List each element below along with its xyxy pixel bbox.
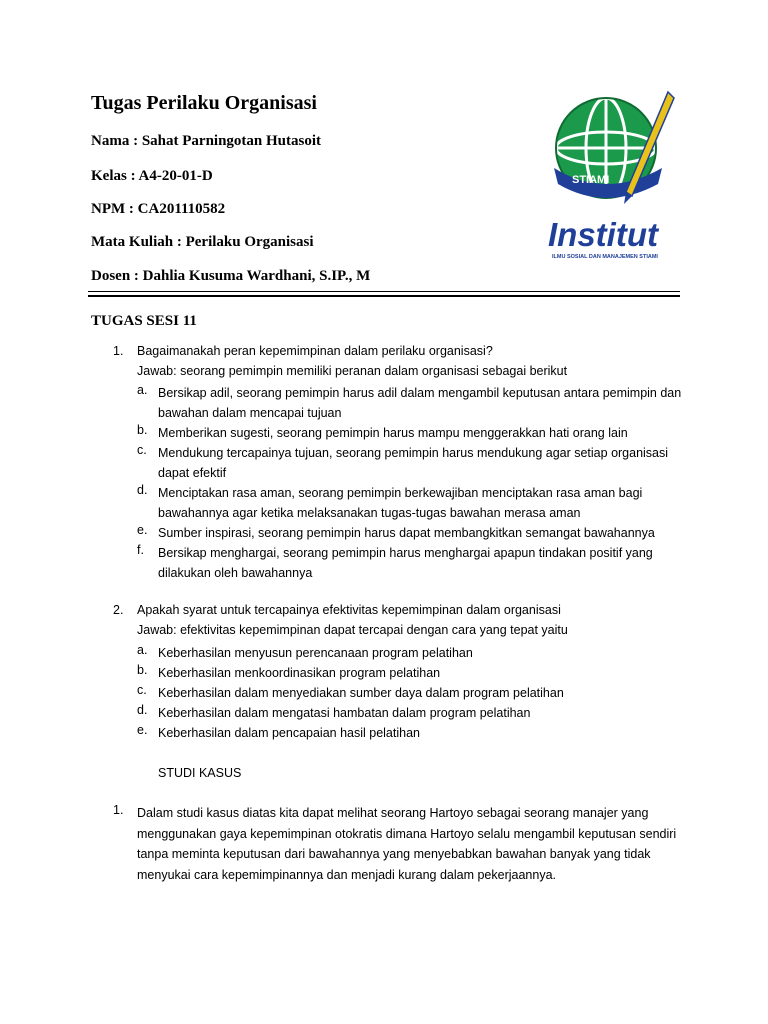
answer-intro: Jawab: efektivitas kepemimpinan dapat tercapai dengan cara yang tepat yaitu bbox=[137, 623, 568, 637]
question-text: Bagaimanakah peran kepemimpinan dalam perilaku organisasi? bbox=[137, 344, 493, 358]
logo-badge-text: STIAMI bbox=[572, 174, 610, 186]
list-item: Keberhasilan dalam mengatasi hambatan dalam program pelatihan bbox=[158, 706, 531, 720]
question-number: 2. bbox=[113, 603, 124, 617]
list-item: Keberhasilan menkoordinasikan program pelatihan bbox=[158, 666, 441, 680]
list-item: Menciptakan rasa aman, seorang pemimpin berkewajiban menciptakan rasa aman bagi bawahannya agar ketika melaksanakan tugas-tugas bawahan merasa aman bbox=[158, 486, 643, 520]
logo-tagline: ILMU SOSIAL DAN MANAJEMEN STIAMI bbox=[552, 254, 658, 260]
item-label: a. bbox=[137, 383, 148, 397]
list-item: Bersikap adil, seorang pemimpin harus adil dalam mengambil keputusan antara pemimpin dan bawahan dalam mencapai tujuan bbox=[158, 386, 682, 420]
answer-intro: Jawab: seorang pemimpin memiliki peranan dalam organisasi sebagai berikut bbox=[137, 364, 568, 378]
field-kelas: Kelas : A4-20-01-D bbox=[91, 168, 213, 184]
field-mata-kuliah: Mata Kuliah : Perilaku Organisasi bbox=[91, 234, 314, 250]
item-label: e. bbox=[137, 723, 148, 737]
field-dosen: Dosen : Dahlia Kusuma Wardhani, S.IP., M bbox=[91, 268, 371, 284]
divider-top bbox=[88, 291, 680, 292]
item-label: e. bbox=[137, 523, 148, 537]
case-study-number: 1. bbox=[113, 803, 124, 817]
list-item: Keberhasilan menyusun perencanaan program pelatihan bbox=[158, 646, 473, 660]
item-label: c. bbox=[137, 443, 147, 457]
list-item: Bersikap menghargai, seorang pemimpin harus menghargai apapun tindakan positif yang dilakukan oleh bawahannya bbox=[158, 546, 653, 580]
field-npm: NPM : CA201110582 bbox=[91, 201, 226, 217]
item-label: d. bbox=[137, 703, 148, 717]
list-item: Keberhasilan dalam menyediakan sumber daya dalam program pelatihan bbox=[158, 686, 564, 700]
item-label: b. bbox=[137, 663, 148, 677]
logo-word: Institut bbox=[548, 216, 658, 253]
stiami-logo bbox=[540, 88, 685, 264]
case-study-title: STUDI KASUS bbox=[158, 766, 242, 780]
list-item: Keberhasilan dalam pencapaian hasil pelatihan bbox=[158, 726, 420, 740]
divider-bottom bbox=[88, 295, 680, 297]
list-item: Memberikan sugesti, seorang pemimpin harus mampu menggerakkan hati orang lain bbox=[158, 426, 628, 440]
item-label: d. bbox=[137, 483, 148, 497]
field-nama: Nama : Sahat Parningotan Hutasoit bbox=[91, 133, 322, 149]
question-number: 1. bbox=[113, 344, 124, 358]
item-label: a. bbox=[137, 643, 148, 657]
question-text: Apakah syarat untuk tercapainya efektivitas kepemimpinan dalam organisasi bbox=[137, 603, 561, 617]
case-study-text: Dalam studi kasus diatas kita dapat melihat seorang Hartoyo sebagai seorang manajer yang menggunakan gaya kepemimpinan otokratis dimana Hartoyo selalu mengambil keputusan sendiri tanpa meminta keputusan dari bawahannya yang menyebabkan bawahan banyak yang tidak menyukai cara kepemimpinannya dan menjadi kurang dalam pekerjaannya. bbox=[137, 806, 677, 882]
item-label: f. bbox=[137, 543, 144, 557]
page-title: Tugas Perilaku Organisasi bbox=[91, 92, 317, 114]
item-label: b. bbox=[137, 423, 148, 437]
section-title: TUGAS SESI 11 bbox=[91, 313, 197, 329]
list-item: Mendukung tercapainya tujuan, seorang pemimpin harus mendukung agar setiap organisasi dapat efektif bbox=[158, 446, 669, 480]
list-item: Sumber inspirasi, seorang pemimpin harus dapat membangkitkan semangat bawahannya bbox=[158, 526, 655, 540]
item-label: c. bbox=[137, 683, 147, 697]
